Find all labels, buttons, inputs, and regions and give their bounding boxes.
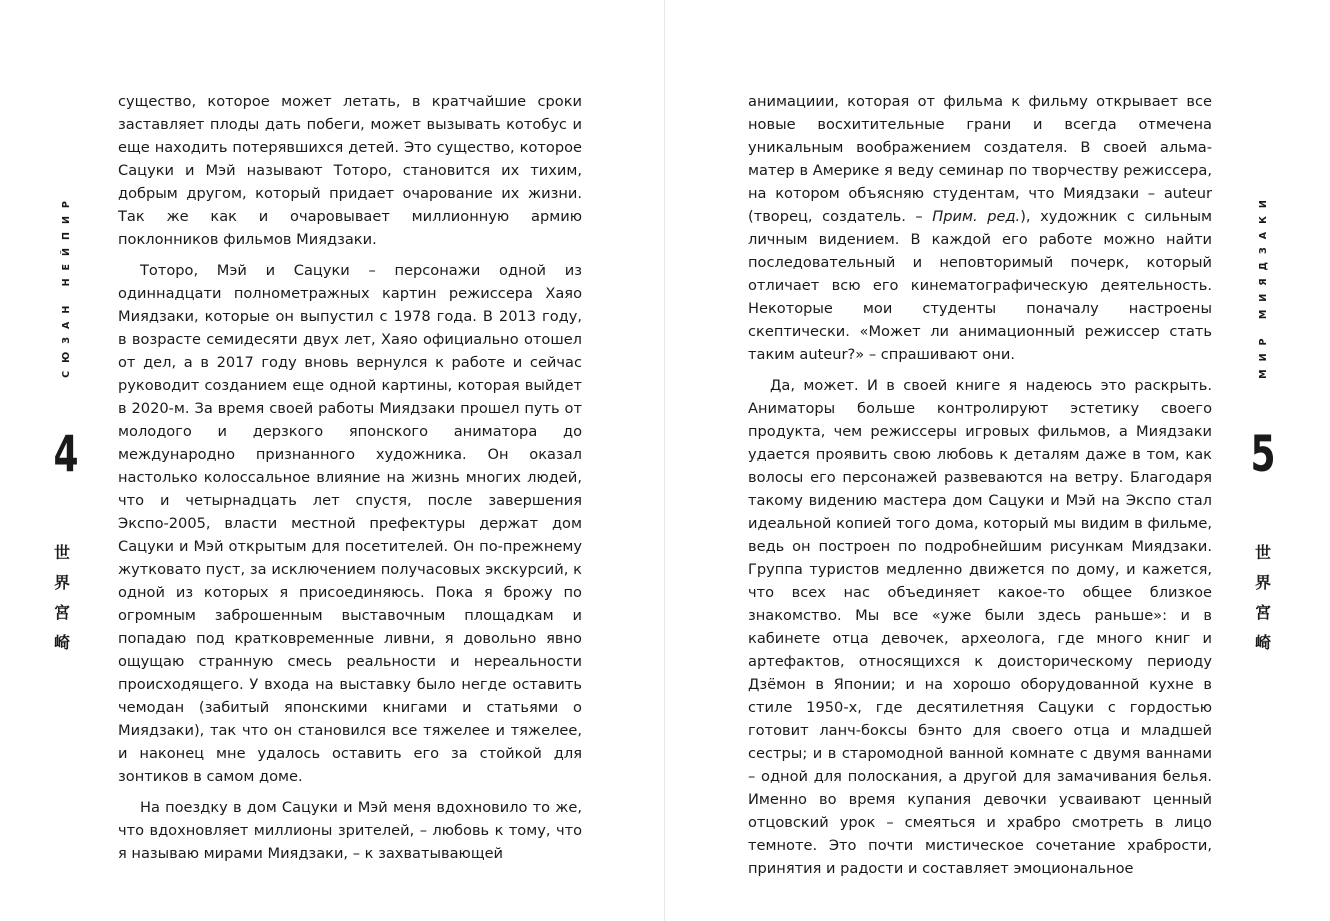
page-number: 5 (1250, 425, 1276, 483)
running-head-author (56, 170, 76, 400)
paragraph: Да, может. И в своей книге я надеюсь это раскрыть. Аниматоры больше контролируют эстетику своего продукта, чем режиссеры игровых фильмов, а Миядзаки удается проявить свою любовь к деталям даже в том, как волосы его персонажей развеваются на ветру. Благодаря такому видению мастера дом Сацуки и Мэй на Экспо стал идеальной копией того дома, который мы видим в фильме, ведь он построен по подробнейшим рисункам Миядзаки. Группа туристов медленно движется по дому, и кажется, что всех нас объединяет какое-то общее близкое знакомство. Мы все «уже были здесь раньше»: и в кабинете отца девочек, археолога, где много книг и артефактов, относящихся к доисторическому периоду Дзёмон в Японии; и на хорошо оборудованной кухне в стиле 1950-х, где десятилетняя Сацуки с гордостью готовит ланч-боксы бэнто для своего отца и младшей сестры; и в старомодной ванной комнате с двумя ваннами – одной для полоскания, а другой для замачивания белья. Именно во время купания девочки усваивают ценный отцовский урок – смеяться и храбро смотреть в лицо темноте. Это почти мистическое сочетание храбрости, принятия и радости и составляет эмоциональное (748, 377, 1212, 877)
kanji-char: 崎 (53, 633, 70, 652)
kanji-char: 崎 (1254, 633, 1271, 652)
body-text (748, 90, 1212, 880)
kanji-char: 界 (1254, 573, 1271, 592)
kanji-char: 世 (1254, 543, 1271, 562)
right-page (665, 0, 1330, 921)
paragraph (748, 90, 1212, 366)
editor-note-italic: Прим. ред. (932, 208, 1021, 225)
paragraph: существо, которое может летать, в кратчайшие сроки заставляет плоды дать побеги, может вызывать котобус и еще находить потерявшихся детей. Это существо, которое Сацуки и Мэй называют Тоторо, становится их тихим, добрым другом, который придает очарование их жизни. Так же как и очаровывает миллионную армию поклонников фильмов Миядзаки. (118, 93, 582, 248)
running-head-author-text: СЮЗАН НЕЙПИР (60, 192, 72, 378)
kanji-char: 世 (53, 543, 70, 562)
running-head-book-text: МИР МИЯДЗАКИ (1257, 191, 1269, 379)
paragraph-text: ), художник с сильным личным видением. В каждой его работе можно найти последовательный и неповторимый почерк, который отличает всю его кинематографическую деятельность. Некоторые мои студенты поначалу настроены скептически. «Может ли анимационный режиссер стать таким auteur?» – спрашивают они. (748, 208, 1213, 363)
page-number: 4 (53, 425, 79, 483)
kanji-ornament (1251, 538, 1275, 658)
paragraph: Тоторо, Мэй и Сацуки – персонажи одной из одиннадцати полнометражных картин режиссера Хаяо Миядзаки, которые он выпустил с 1978 года. В 2013 году, в возрасте семидесяти двух лет, Хаяо официально отошел от дел, а в 2017 году вновь вернулся к работе и сейчас руководит созданием еще одной картины, которая выйдет в 2020-м. За время своей работы Миядзаки прошел путь от молодого и дерзкого японского аниматора до международно признанного художника. Он оказал настолько колоссальное влияние на жизнь многих людей, что и четырнадцать лет спустя, после завершения Экспо-2005, власти местной префектуры держат дом Сацуки и Мэй открытым для посетителей. Он по-прежнему жутковато пуст, за исключением получасовых экскурсий, к одной из которых я присоединяюсь. Пока я брожу по огромным заброшенным выставочным площадкам и попадаю под кратковременные ливни, я довольно явно ощущаю странную смесь реальности и нереальности происходящего. У входа на выставку было негде оставить чемодан (забитый японскими книгами и статьями о Миядзаки), так что он становился все тяжелее и тяжелее, и наконец мне удалось оставить его за стойкой для зонтиков в самом доме. (118, 262, 582, 785)
kanji-char: 界 (53, 573, 70, 592)
kanji-char: 宮 (1254, 603, 1271, 622)
running-head-book (1253, 170, 1273, 400)
body-text (118, 90, 582, 865)
paragraph: На поездку в дом Сацуки и Мэй меня вдохновило то же, что вдохновляет миллионы зрителей, – любовь к тому, что я называю мирами Миядзаки, – к захватывающей (118, 799, 582, 862)
kanji-ornament (50, 538, 74, 658)
paragraph-text: анимациии, которая от фильма к фильму открывает все новые восхитительные грани и всегда отмечена уникальным воображением создателя. В своей альма-матер в Америке я веду семинар по творчеству режиссера, на котором объясняю студентам, что Миядзаки – auteur (творец, создатель. – (748, 93, 1212, 225)
kanji-char: 宮 (53, 603, 70, 622)
left-page (0, 0, 664, 921)
